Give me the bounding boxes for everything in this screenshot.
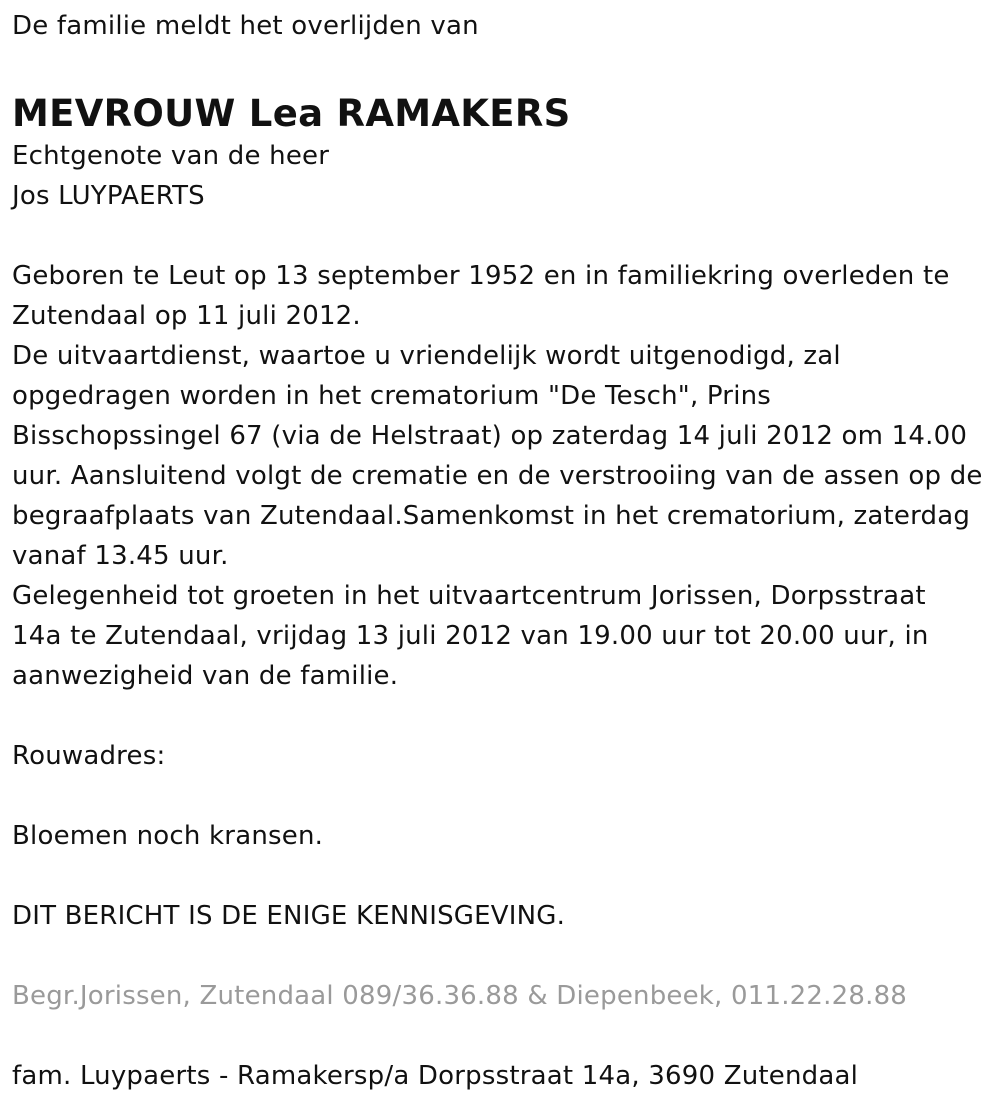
body-line: aanwezigheid van de familie. xyxy=(12,661,399,691)
spacer xyxy=(12,696,988,736)
spacer xyxy=(12,216,988,256)
spacer xyxy=(12,776,988,816)
body-line: Gelegenheid tot groeten in het uitvaartcentrum Jorissen, Dorpsstraat xyxy=(12,581,926,611)
flowers-note: Bloemen noch kransen. xyxy=(12,821,324,851)
spacer xyxy=(12,936,988,976)
body-line: Bisschopssingel 67 (via de Helstraat) op zaterdag 14 juli 2012 om 14.00 xyxy=(12,421,968,451)
intro-text: De familie meldt het overlijden van xyxy=(12,11,479,41)
spacer xyxy=(12,1016,988,1056)
body-line: begraafplaats van Zutendaal.Samenkomst in het crematorium, zaterdag xyxy=(12,501,971,531)
spacer xyxy=(12,856,988,896)
body-line: vanaf 13.45 uur. xyxy=(12,541,229,571)
undertaker-info: Begr.Jorissen, Zutendaal 089/36.36.88 & Diepenbeek, 011.22.28.88 xyxy=(12,981,908,1011)
body-line: opgedragen worden in het crematorium "De Tesch", Prins xyxy=(12,381,772,411)
spouse-line-1: Echtgenote van de heer xyxy=(12,141,330,171)
body-line: 14a te Zutendaal, vrijdag 13 juli 2012 van 19.00 uur tot 20.00 uur, in xyxy=(12,621,929,651)
spouse-line-2: Jos LUYPAERTS xyxy=(12,181,205,211)
deceased-name: MEVROUW Lea RAMAKERS xyxy=(12,92,571,135)
family-address: fam. Luypaerts - Ramakersp/a Dorpsstraat 14a, 3690 Zutendaal xyxy=(12,1061,859,1091)
body-line: De uitvaartdienst, waartoe u vriendelijk wordt uitgenodigd, zal xyxy=(12,341,841,371)
rouwadres-label: Rouwadres: xyxy=(12,741,166,771)
body-line: uur. Aansluitend volgt de crematie en de verstrooiing van de assen op de xyxy=(12,461,983,491)
announcement-note: DIT BERICHT IS DE ENIGE KENNISGEVING. xyxy=(12,901,566,931)
body-line: Geboren te Leut op 13 september 1952 en in familiekring overleden te xyxy=(12,261,950,291)
body-line: Zutendaal op 11 juli 2012. xyxy=(12,301,361,331)
notice-body xyxy=(12,256,988,696)
